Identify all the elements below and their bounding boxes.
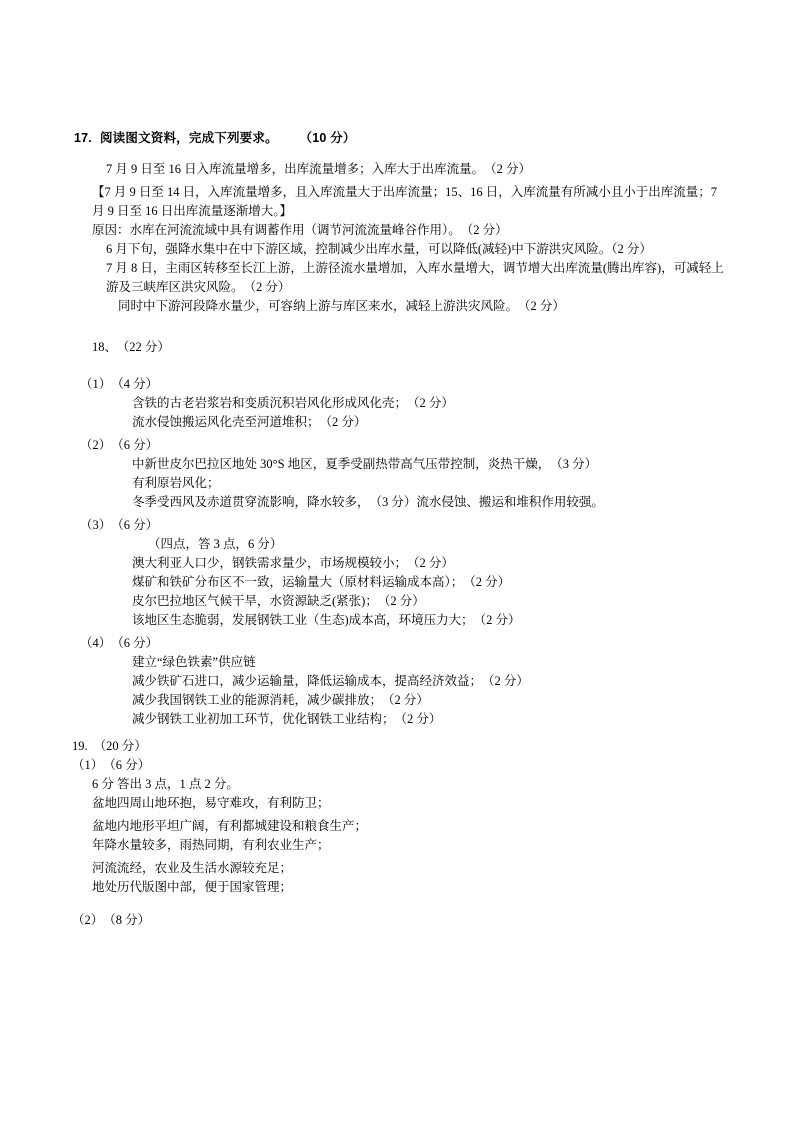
q18-part-1-points: （4 分）: [111, 377, 159, 391]
q18-part-3-points: （6 分）: [111, 518, 159, 532]
q19-part-1-heading: [72, 756, 728, 775]
q19-part-2-tag: （2）: [72, 913, 104, 927]
q18-part-1-heading: [72, 375, 728, 394]
q19-part-1-points: （6 分）: [103, 758, 151, 772]
q18-p4-line-2: 减少铁矿石进口，减少运输量，降低运输成本，提高经济效益； （2 分）: [132, 674, 529, 688]
question-17-number: 17.: [74, 131, 92, 145]
q18-p2-line-2: 有利原岩风化；: [132, 476, 220, 490]
q17-line-5: 7 月 8 日，主雨区转移至长江上游，上游径流水量增加，入库水量增大，调节增大出库流量(腾出库容)，可减轻上游及三峡库区洪灾风险。 （2 分）: [106, 261, 724, 294]
q18-part-3-body: [72, 554, 728, 630]
q19-p1-line-4: 河流流经，农业及生活水源较充足；: [92, 861, 293, 875]
question-18-number: 18、: [92, 340, 118, 354]
q19-p1-line-1: 盆地四周山地环抱，易守难攻，有利防卫；: [92, 796, 330, 810]
q17-line-6: 同时中下游河段降水量少，可容纳上游与库区来水，减轻上游洪灾风险。 （2 分）: [118, 299, 565, 313]
q19-part-1-body: [72, 794, 728, 897]
q18-part-4-points: （6 分）: [111, 636, 159, 650]
q18-part-3-note-wrap: [72, 535, 728, 554]
question-17-points: （10 分）: [305, 131, 356, 145]
question-17-body: [72, 160, 728, 316]
q18-part-4-heading: [72, 634, 728, 653]
question-19-points: （20 分）: [93, 739, 147, 753]
q18-p3-note: （四点，答 3 点，6 分）: [148, 537, 283, 551]
q18-part-4-tag: （4）: [80, 636, 112, 650]
q17-line-3: 原因：水库在河流流域中具有调蓄作用（调节河流流量峰谷作用）。 （2 分）: [92, 223, 508, 237]
q18-p3-line-3: 皮尔巴拉地区气候干旱，水资源缺乏(紧张)； （2 分）: [132, 594, 425, 608]
q18-p1-line-1: 含铁的古老岩浆岩和变质沉积岩风化形成风化壳； （2 分）: [132, 396, 454, 410]
q18-part-2-points: （6 分）: [111, 438, 159, 452]
question-17-title: 阅读图文资料，完成下列要求。: [99, 131, 278, 145]
question-18-points: （22 分）: [123, 340, 170, 354]
q18-p2-line-1: 中新世皮尔巴拉区地处 30°S 地区，夏季受副热带高气压带控制，炎热干燥， （3 分）: [132, 457, 598, 471]
q18-part-1-body: [72, 394, 728, 432]
q18-p4-line-1: 建立“绿色铁素”供应链: [132, 655, 256, 669]
q19-part-2-points: （8 分）: [103, 913, 151, 927]
question-19-heading: [72, 737, 728, 756]
q19-part-1-tag: （1）: [72, 758, 104, 772]
question-18-heading: [72, 338, 728, 357]
q17-line-2: 【7 月 9 日至 14 日，入库流量增多，且入库流量大于出库流量；15、16 日，入库流量有所减小且小于出库流量；7 月 9 日至 16 日出库流量逐渐增大。】: [92, 185, 718, 218]
q18-part-1-tag: （1）: [80, 377, 112, 391]
q19-part-1-note-wrap: [72, 775, 728, 794]
q18-part-2-heading: [72, 436, 728, 455]
q18-part-2-body: [72, 455, 728, 512]
q19-p1-note: 6 分 答出 3 点，1 点 2 分。: [92, 777, 239, 791]
q18-part-4-body: [72, 653, 728, 729]
q18-p2-line-3: 冬季受西风及赤道贯穿流影响，降水较多， （3 分）流水侵蚀、搬运和堆积作用较强。: [132, 495, 604, 509]
q18-part-3-tag: （3）: [80, 518, 112, 532]
q18-part-2-tag: （2）: [80, 438, 112, 452]
q19-p1-line-5: 地处历代版图中部，便于国家管理；: [92, 880, 293, 894]
q18-p4-line-4: 减少钢铁工业初加工环节，优化钢铁工业结构； （2 分）: [132, 712, 442, 726]
q19-p1-line-3: 年降水量较多，雨热同期，有利农业生产；: [92, 838, 330, 852]
q18-p3-line-2: 煤矿和铁矿分布区不一致，运输量大（原材料运输成本高）； （2 分）: [132, 575, 511, 589]
q17-line-4: 6 月下旬，强降水集中在中下游区域，控制减少出库水量，可以降低(减轻)中下游洪灾风险。（2 分）: [106, 242, 652, 256]
q18-p3-line-4: 该地区生态脆弱，发展钢铁工业（生态)成本高，环境压力大； （2 分）: [132, 613, 521, 627]
q18-part-3-heading: [72, 516, 728, 535]
q19-part-2-heading: [72, 911, 728, 930]
question-17-heading: [72, 128, 728, 146]
q17-line-1: 7 月 9 日至 16 日入库流量增多，出库流量增多；入库大于出库流量。 （2 分）: [106, 162, 532, 176]
q18-p1-line-2: 流水侵蚀搬运风化壳至河道堆积； （2 分）: [132, 415, 367, 429]
q18-p3-line-1: 澳大利亚人口少，钢铁需求量少，市场规模较小； （2 分）: [132, 556, 454, 570]
q19-p1-line-2: 盆地内地形平坦广阔，有利都城建设和粮食生产；: [92, 819, 368, 833]
q18-p4-line-3: 减少我国钢铁工业的能源消耗，减少碳排放； （2 分）: [132, 693, 429, 707]
question-19-number: 19.: [72, 739, 88, 753]
